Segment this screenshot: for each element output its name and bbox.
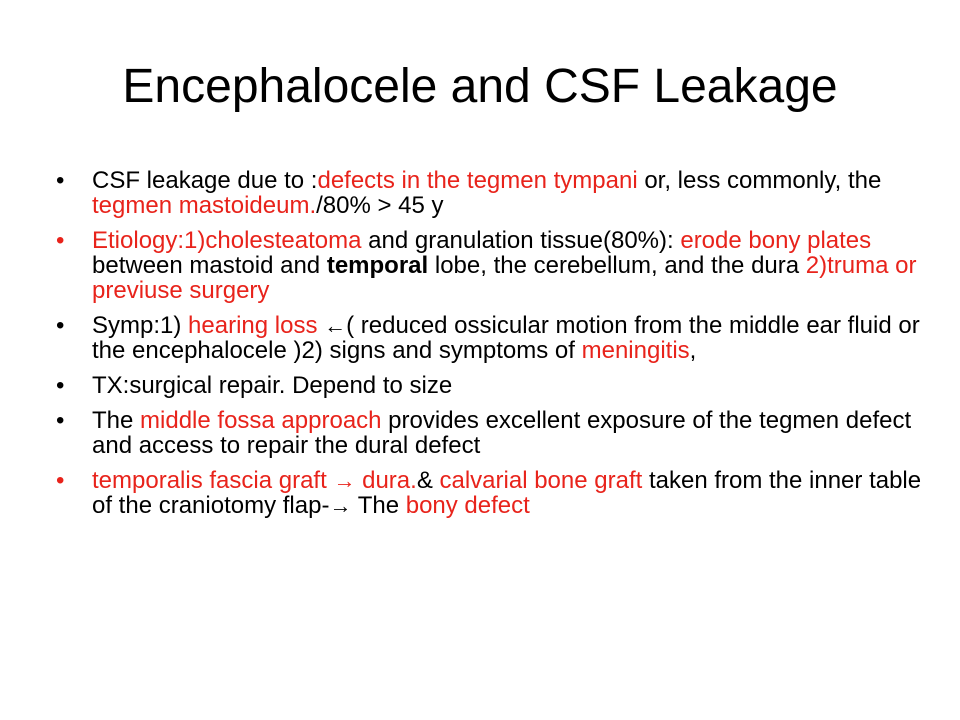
bullet-text-segment: 2)truma or previuse surgery xyxy=(92,252,917,304)
bullet-text-segment: or, less commonly, the xyxy=(637,167,882,194)
bullet-text-segment: The xyxy=(92,407,141,434)
bullet-text-segment: temporal xyxy=(326,252,429,279)
bullet-dot: • xyxy=(56,467,65,494)
bullet-item xyxy=(56,373,936,398)
bullet-text-segment: Symp:1) xyxy=(92,312,189,339)
bullet-item xyxy=(56,468,936,518)
bullet-text-segment: calvarial bone graft xyxy=(439,467,643,494)
bullet-text-segment: and granulation tissue(80%): xyxy=(361,227,681,254)
bullet-dot: • xyxy=(56,227,65,254)
bullet-text-segment: Etiology:1)cholesteatoma xyxy=(92,227,362,254)
bullet-text-segment: CSF leakage due to : xyxy=(92,167,318,194)
bullet-item xyxy=(56,313,936,363)
bullet-dot: • xyxy=(56,407,65,434)
slide-title: Encephalocele and CSF Leakage xyxy=(122,60,838,113)
bullet-text-segment: /80% > 45 y xyxy=(316,192,444,219)
bullet-item xyxy=(56,408,936,458)
bullet-text-segment: bony defect xyxy=(405,492,530,519)
arrow-icon: ← xyxy=(324,313,347,338)
bullet-text-segment: provides excellent exposure of the tegmen defect and access to repair the dural defect xyxy=(92,407,912,459)
bullet-text-segment: , xyxy=(689,337,697,364)
bullet-text-segment: dura. xyxy=(355,467,417,494)
bullet-text-segment: erode bony plates xyxy=(680,227,872,254)
bullet-text-segment: defects in the tegmen tympani xyxy=(317,167,638,194)
bullet-text-segment: meningitis xyxy=(581,337,690,364)
bullet-text-segment: lobe, the cerebellum, and the dura xyxy=(428,252,806,279)
bullet-dot: • xyxy=(56,372,65,399)
arrow-icon: → xyxy=(333,468,356,493)
bullet-dot: • xyxy=(56,167,65,194)
bullet-dot: • xyxy=(56,312,65,339)
bullet-item xyxy=(56,228,936,303)
arrow-icon: → xyxy=(329,493,352,518)
bullet-text-segment: The xyxy=(351,492,406,519)
bullet-text-segment: & xyxy=(416,467,440,494)
bullet-text-segment: tegmen mastoideum. xyxy=(92,192,317,219)
bullet-text-segment: TX:surgical repair. Depend to size xyxy=(92,372,453,399)
bullet-list xyxy=(56,168,936,528)
bullet-text-segment: between mastoid and xyxy=(92,252,327,279)
bullet-text-segment: hearing loss xyxy=(188,312,318,339)
bullet-text-segment: middle fossa approach xyxy=(140,407,382,434)
bullet-text-segment: ( reduced ossicular motion from the middle ear fluid or the encephalocele )2) signs and symptoms of xyxy=(92,312,920,364)
bullet-text-segment: taken from the inner table of the craniotomy flap- xyxy=(92,467,922,519)
bullet-text-segment: temporalis fascia graft xyxy=(92,467,334,494)
bullet-item xyxy=(56,168,936,218)
